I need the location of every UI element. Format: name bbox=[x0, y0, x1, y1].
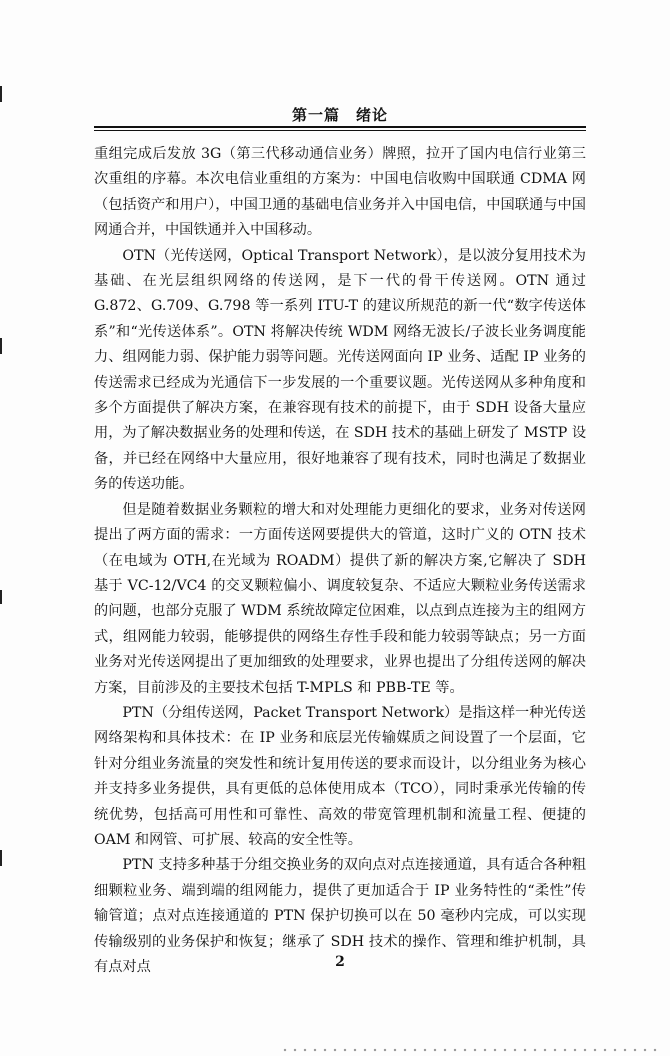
header-rule bbox=[94, 130, 586, 131]
paragraph: 但是随着数据业务颗粒的增大和对处理能力更细化的要求，业务对传送网提出了两方面的需求：一方面传送网要提供大的管道，这时广义的 OTN 技术（在电域为 OTH,在光域为 ROADM）提供了新的解决方案,它解决了 SDH 基于 VC-12/VC4 的交叉颗粒偏小、调度较复杂、不适应大颗粒业务传送需求的问题，也部分克服了 WDM 系统故障定位困难，以点到点连接为主的组网方式，组网能力较弱，能够提供的网络生存性手段和能力较弱等缺点；另一方面业务对光传送网提出了更加细致的处理要求，业界也提出了分组传送网的解决方案，目前涉及的主要技术包括 T-MPLS 和 PBB-TE 等。 bbox=[94, 501, 586, 696]
paragraph: OTN（光传送网，Optical Transport Network），是以波分复用技术为基础、在光层组织网络的传送网，是下一代的骨干传送网。OTN 通过 G.872、G.709、G.798 等一系列 ITU-T 的建议所规范的新一代“数字传送体系”和“光传送体系”。OTN 将解决传统 WDM 网络无波长/子波长业务调度能力、组网能力弱、保护能力弱等问题。光传送网面向 IP 业务、适配 IP 业务的传送需求已经成为光通信下一步发展的一个重要议题。光传送网从多种角度和多个方面提供了解决方案，在兼容现有技术的前提下，由于 SDH 设备大量应用，为了解决数据业务的处理和传送，在 SDH 技术的基础上研发了 MSTP 设备，并已经在网络中大量应用，很好地兼容了现有技术，同时也满足了数据业务的传送功能。 bbox=[94, 247, 587, 493]
paragraph: PTN 支持多种基于分组交换业务的双向点对点连接通道，具有适合各种粗细颗粒业务、端到端的组网能力，提供了更加适合于 IP 业务特性的“柔性”传输管道；点对点连接通道的 PTN 保护切换可以在 50 毫秒内完成，可以实现传输级别的业务保护和恢复；继承了 SDH 技术的操作、管理和维护机制，具有点对点 bbox=[94, 857, 586, 975]
scan-mark bbox=[0, 590, 2, 604]
page-header-title: 第一篇 绪论 bbox=[291, 106, 388, 124]
scan-mark bbox=[0, 850, 2, 866]
paragraph: 重组完成后发放 3G（第三代移动通信业务）牌照，拉开了国内电信行业第三次重组的序幕。本次电信业重组的方案为：中国电信收购中国联通 CDMA 网（包括资产和用户），中国卫通的基础电信业务并入中国电信，中国联通与中国网通合并，中国铁通并入中国移动。 bbox=[94, 146, 586, 239]
scan-noise bbox=[280, 1048, 660, 1052]
scan-mark bbox=[0, 86, 2, 102]
body-text bbox=[94, 142, 586, 980]
paragraph: PTN（分组传送网，Packet Transport Network）是指这样一种光传送网络架构和具体技术：在 IP 业务和底层光传输媒质之间设置了一个层面，它针对分组业务流量的突发性和统计复用传送的要求而设计，以分组业务为核心并支持多业务提供，具有更低的总体使用成本（TCO），同时秉承光传输的传统优势，包括高可用性和可靠性、高效的带宽管理机制和流量工程、便捷的 OAM 和网管、可扩展、较高的安全性等。 bbox=[94, 704, 586, 848]
header-rule bbox=[94, 126, 586, 128]
scan-mark bbox=[0, 338, 2, 354]
page-number: 2 bbox=[335, 954, 345, 970]
